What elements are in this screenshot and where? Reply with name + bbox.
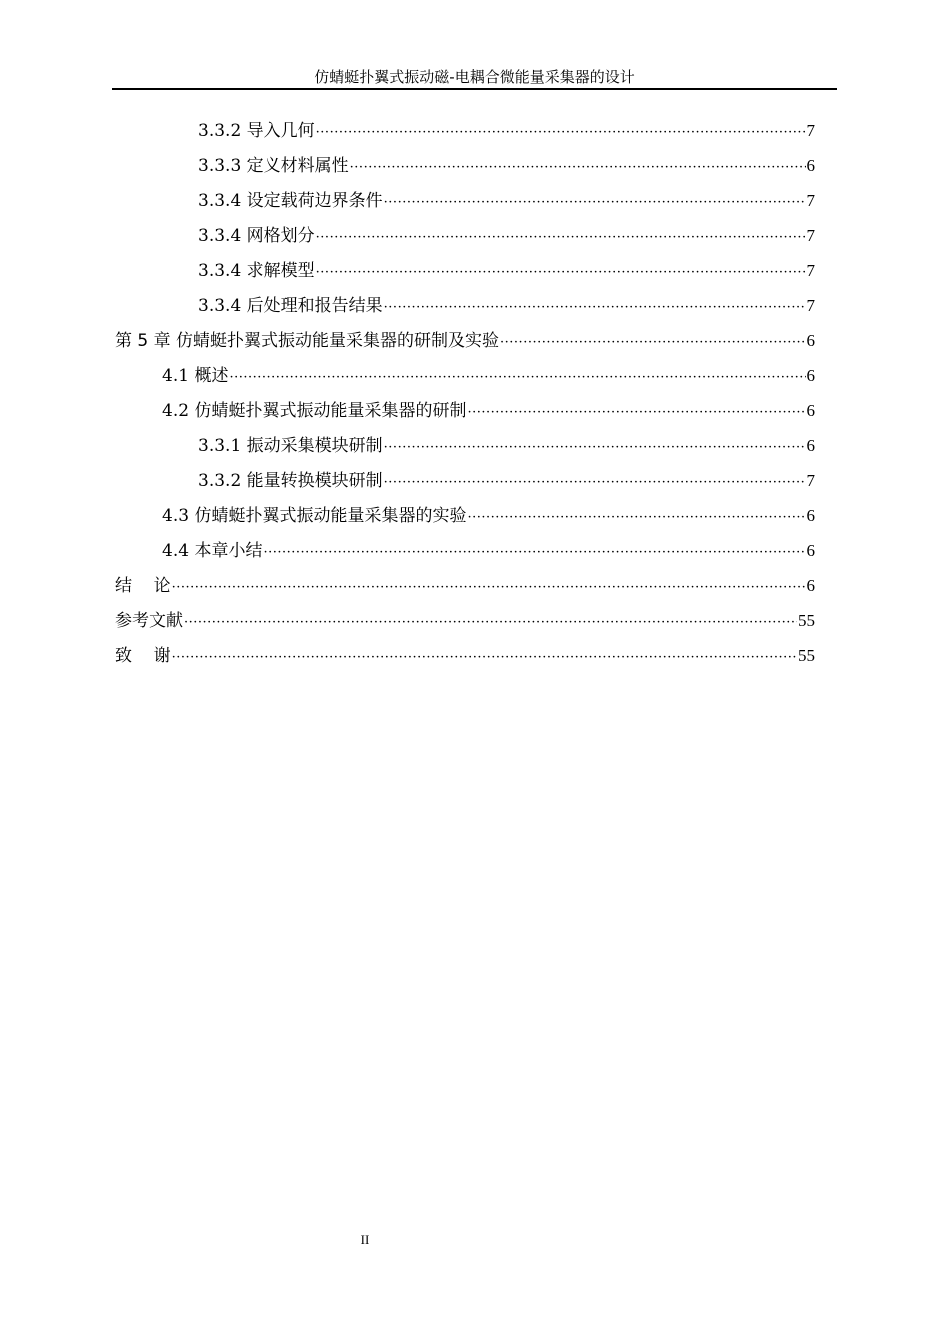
toc-entry[interactable] [198, 223, 815, 249]
toc-dot-leader [229, 367, 805, 389]
toc-dot-leader [467, 507, 805, 529]
toc-dot-leader [172, 647, 797, 669]
toc-dot-leader [172, 577, 806, 599]
toc-entry[interactable] [198, 258, 815, 284]
toc-entry[interactable] [198, 153, 815, 179]
toc-entry[interactable] [162, 398, 815, 424]
toc-dot-leader [384, 192, 806, 214]
toc-entry-label: 3.3.4 设定载荷边界条件 [198, 191, 383, 211]
toc-dot-leader [500, 332, 805, 354]
toc-entry-page: 7 [806, 191, 815, 210]
toc-entry-page: 7 [806, 121, 815, 140]
toc-entry[interactable] [162, 503, 815, 529]
toc-entry[interactable] [162, 363, 815, 389]
toc-entry-label: 4.3 仿蜻蜓扑翼式振动能量采集器的实验 [162, 506, 467, 526]
toc-entry[interactable] [198, 188, 815, 214]
toc-entry-label: 3.3.2 能量转换模块研制 [198, 471, 383, 491]
toc-entry-label: 3.3.3 定义材料属性 [198, 156, 349, 176]
toc-entry-label: 3.3.4 网格划分 [198, 226, 315, 246]
toc-entry-page: 6 [806, 331, 815, 350]
toc-dot-leader [316, 227, 806, 249]
toc-chapter-entry[interactable] [115, 643, 815, 669]
toc-chapter-entry[interactable] [115, 328, 815, 354]
toc-entry-label: 3.3.4 后处理和报告结果 [198, 296, 383, 316]
toc-entry-page: 55 [798, 646, 815, 665]
toc-entry-page: 6 [806, 436, 815, 455]
toc-entry-page: 7 [806, 226, 815, 245]
toc-entry-page: 6 [806, 541, 815, 560]
toc-entry-page: 6 [806, 366, 815, 385]
toc-chapter-entry[interactable] [115, 608, 815, 634]
toc-entry[interactable] [198, 293, 815, 319]
toc-entry-page: 7 [806, 261, 815, 280]
toc-dot-leader [384, 437, 806, 459]
toc-entry-label: 3.3.1 振动采集模块研制 [198, 436, 383, 456]
toc-entry-label: 3.3.4 求解模型 [198, 261, 315, 281]
toc-entry-label: 致 谢 [115, 646, 171, 666]
toc-entry-label: 3.3.2 导入几何 [198, 121, 315, 141]
page-number: II [360, 1232, 370, 1247]
toc-dot-leader [350, 157, 806, 179]
toc-dot-leader [384, 297, 806, 319]
toc-entry-label: 4.4 本章小结 [162, 541, 263, 561]
toc-entry-page: 6 [806, 506, 815, 525]
toc-dot-leader [316, 262, 806, 284]
toc-entry-label: 4.2 仿蜻蜓扑翼式振动能量采集器的研制 [162, 401, 467, 421]
toc-dot-leader [316, 122, 806, 144]
toc-dot-leader [467, 402, 805, 424]
toc-entry-page: 55 [798, 611, 815, 630]
toc-entry-page: 7 [806, 296, 815, 315]
toc-dot-leader [384, 472, 806, 494]
toc-entry[interactable] [162, 538, 815, 564]
toc-entry-page: 6 [806, 401, 815, 420]
toc-entry-label: 结 论 [115, 576, 171, 596]
toc-entry-page: 7 [806, 471, 815, 490]
toc-entry[interactable] [198, 433, 815, 459]
toc-entry[interactable] [198, 118, 815, 144]
toc-entry-page: 6 [806, 576, 815, 595]
toc-entry[interactable] [198, 468, 815, 494]
toc-entry-label: 第 5 章 仿蜻蜓扑翼式振动能量采集器的研制及实验 [115, 331, 500, 351]
toc-entry-label: 参考文献 [115, 611, 183, 631]
toc-chapter-entry[interactable] [115, 573, 815, 599]
toc-dot-leader [263, 542, 805, 564]
toc-dot-leader [184, 612, 797, 634]
toc-entry-page: 6 [806, 156, 815, 175]
toc-entry-label: 4.1 概述 [162, 366, 229, 386]
page-header-title: 仿蜻蜓扑翼式振动磁-电耦合微能量采集器的设计 [314, 68, 635, 86]
